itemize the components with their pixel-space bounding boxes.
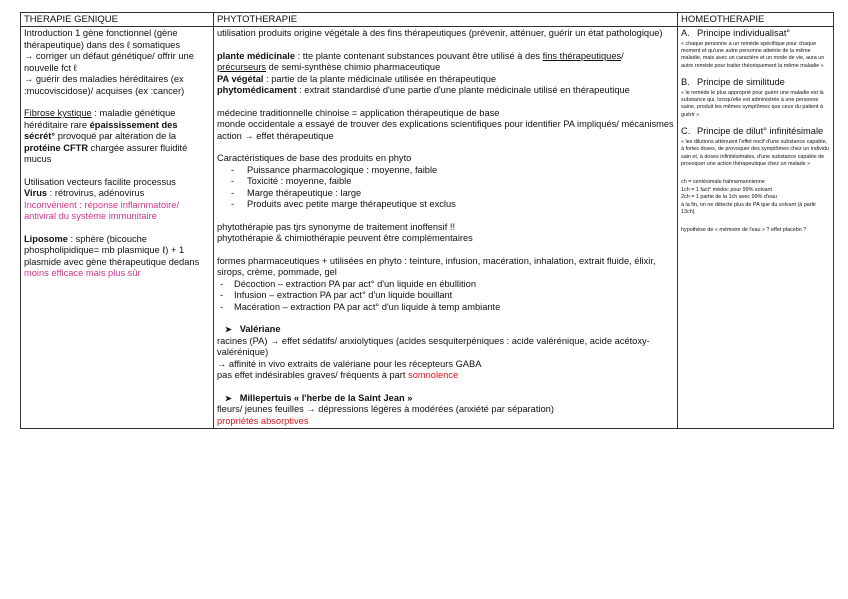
- plante-text: : tte plante contenant substances pouvant être utilisé à des: [295, 50, 543, 61]
- valeriane-3-text: pas effet indésirables graves/ fréquents à part: [217, 370, 409, 380]
- principle-b-title: Principe de similitude: [697, 77, 785, 88]
- homeo-cell: [678, 27, 834, 429]
- principle-a-heading: [681, 28, 830, 40]
- phyto-cell: [214, 27, 678, 429]
- pa-text: : partie de la plante médicinale utilisée en thérapeutique: [263, 73, 497, 84]
- pa-label: PA végétal: [217, 73, 264, 84]
- principle-a-title: Principe individualisat°: [697, 28, 791, 38]
- gene-liposome: [24, 234, 210, 269]
- header-homeo: HOMEOTHERAPIE: [678, 13, 834, 27]
- fibrose-text-3: provoqué par altération de la: [55, 131, 177, 141]
- gene-vecteurs: Utilisation vecteurs facilite processus: [24, 176, 176, 187]
- plante-end: de semi-synthèse chimio pharmaceutique: [266, 62, 441, 72]
- phyto-utilisation: utilisation produits origine végétale à des fins thérapeutiques (prévenir, atténuer, guérir un état pathologique): [217, 28, 663, 38]
- fibrose-text-5: chargée assurer fluidité mucus: [24, 142, 188, 164]
- liposome-label: Liposome: [24, 233, 68, 244]
- hypothese-text: hypothèse de « mémoire de l'eau » ? effet placebo ?: [681, 227, 807, 234]
- valeriane-title: Valériane: [239, 324, 281, 334]
- principle-a-letter: A.: [681, 28, 690, 38]
- gene-intro: Introduction 1 gène fonctionnel (gène thérapeutique) dans des ℓ somatiques: [24, 28, 180, 50]
- extraction-list: [217, 279, 674, 314]
- phytomed-label: phytomédicament: [217, 85, 297, 95]
- millepertuis-heading: [225, 393, 674, 405]
- list-item: - Puissance pharmacologique : moyenne, faible: [247, 165, 674, 177]
- principle-c-letter: C.: [681, 126, 691, 137]
- principle-c-text: « les dilutions atténuent l'effet nocif d'une substance capable, à fortes doses, de provoquer des symptômes chez un individu sain et, à doses infinitésimales, d'une substance capable de provoquer une action thérapeutique chez un malade »: [681, 138, 830, 167]
- proprietes-text: propriétés absorptives: [217, 415, 309, 426]
- valeriane-heading: [225, 324, 674, 336]
- principle-a-text: « chaque personne a un remède spécifique pour chaque moment et qu'une autre personne atteinte de la même maladie, mais avec un caractère et un mode de vie, aura un autre remède pour traiter théoriquement la même maladie »: [681, 40, 825, 69]
- phyto-phytomed: [217, 85, 674, 97]
- phyto-formes: formes pharmaceutiques + utilisées en phyto : teinture, infusion, macération, inhalation, extrait fluide, élixir, sirops, crème, pommade, gel: [217, 255, 656, 277]
- ch-line-3: 2ch = 1 partie de la 1ch avec 99% d'eau: [681, 194, 777, 201]
- header-phyto: PHYTOTHERAPIE: [214, 13, 678, 27]
- header-row: [21, 13, 834, 27]
- header-gene: THERAPIE GENIQUE: [21, 13, 214, 27]
- valeriane-1: racines (PA) → effet sédatifs/ anxiolytiques (acides sesquiterpéniques : acide valérénique, acide acétoxy-valérénique): [217, 335, 650, 357]
- millepertuis-1: fleurs/ jeunes feuilles → dépressions légères à modérées (anxiété par séparation): [217, 404, 554, 414]
- somnolence-text: somnolence: [408, 370, 459, 380]
- list-item: - Infusion – extraction PA par act° d'un liquide bouillant: [234, 290, 674, 302]
- list-item: - Produits avec petite marge thérapeutique st exclus: [247, 199, 674, 211]
- fibrose-text-1: : maladie génétique héréditaire rare: [24, 108, 176, 130]
- phyto-synonyme-1: phytothérapie pas tjrs synonyme de traitement inoffensif !!: [217, 221, 456, 232]
- ch-line-1: ch = centésimale hahnemannienne: [681, 179, 765, 186]
- gene-corriger: → corriger un défaut génétique/ offrir une nouvelle fct ℓ: [24, 51, 194, 73]
- valeriane-3: [217, 370, 674, 382]
- carac-list: [217, 165, 674, 211]
- gene-inconvenient: Inconvénient : réponse inflammatoire/ antiviral du système immunitaire: [24, 199, 180, 221]
- list-item: - Toxicité : moyenne, faible: [247, 176, 674, 188]
- notes-table: [20, 12, 834, 429]
- plante-label: plante médicinale: [217, 50, 296, 61]
- plante-fins: fins thérapeutiques: [542, 50, 622, 61]
- fibrose-text-4: protéine CFTR: [24, 142, 89, 153]
- virus-text: : rétrovirus, adénovirus: [47, 188, 145, 198]
- liposome-text: : sphère (bicouche phospholipidique= mb plasmique ℓ) + 1 plasmide avec gène thérapeutique dedans: [24, 233, 200, 267]
- ch-line-4: à la fin, on ne détecte plus de PA que du solvant (à partir 13ch): [681, 201, 817, 215]
- arrowhead-icon: ➤: [225, 393, 232, 403]
- list-item: - Macération – extraction PA par act° d'un liquide à temp ambiante: [234, 302, 674, 314]
- content-row: [21, 27, 834, 429]
- principle-b-letter: B.: [681, 77, 690, 88]
- gene-fibrose: [24, 108, 210, 166]
- principle-c-title: Principe de dilut° infinitésimale: [697, 126, 824, 137]
- phyto-monde: monde occidentale a essayé de trouver des explications scientifiques pour identifier PA impliqués/ mécanismes action → effet thérapeutique: [217, 119, 674, 141]
- phyto-mtc: médecine traditionnelle chinoise = application thérapeutique de base: [217, 107, 500, 118]
- gene-virus: [24, 188, 210, 200]
- plante-precurseurs: précurseurs: [217, 62, 267, 72]
- fibrose-label: Fibrose kystique: [24, 108, 92, 118]
- virus-label: Virus: [24, 188, 48, 198]
- ch-line-2: 1ch = 1 fact° médoc pour 99% solvant: [681, 186, 773, 193]
- fibrose-text-2: épaississement des sécrét°: [24, 119, 178, 141]
- principle-c-heading: [681, 126, 830, 138]
- list-item: - Marge thérapeutique : large: [247, 188, 674, 200]
- phyto-synonyme-2: phytothérapie & chimiothérapie peuvent être complémentaires: [217, 233, 473, 243]
- phyto-plante: [217, 51, 674, 74]
- gene-guerir: → guérir des maladies héréditaires (ex :mucoviscidose)/ acquises (ex :cancer): [24, 74, 185, 96]
- millepertuis-title: Millepertuis « l'herbe de la Saint Jean »: [239, 392, 413, 403]
- valeriane-2: → affinité in vivo extraits de valériane pour les récepteurs GABA: [217, 358, 482, 369]
- gene-moins: moins efficace mais plus sûr: [24, 268, 141, 278]
- phyto-pa: [217, 74, 674, 86]
- gene-cell: [21, 27, 214, 429]
- plante-sep: /: [621, 50, 624, 61]
- principle-b-heading: [681, 77, 830, 89]
- phyto-carac-title: Caractéristiques de base des produits en phyto: [217, 153, 412, 163]
- principle-b-text: « le remède le plus approprié pour guérir une maladie est la substance qui, lorsqu'elle est administrée à une personne saine, produit les mêmes symptômes que ceux du patient à guérir »: [681, 89, 824, 118]
- phytomed-text: : extrait standardisé d'une partie d'une plante médicinale utilisé en thérapeutique: [296, 85, 630, 95]
- list-item: - Décoction – extraction PA par act° d'un liquide en ébullition: [234, 279, 674, 291]
- arrowhead-icon: ➤: [225, 325, 232, 334]
